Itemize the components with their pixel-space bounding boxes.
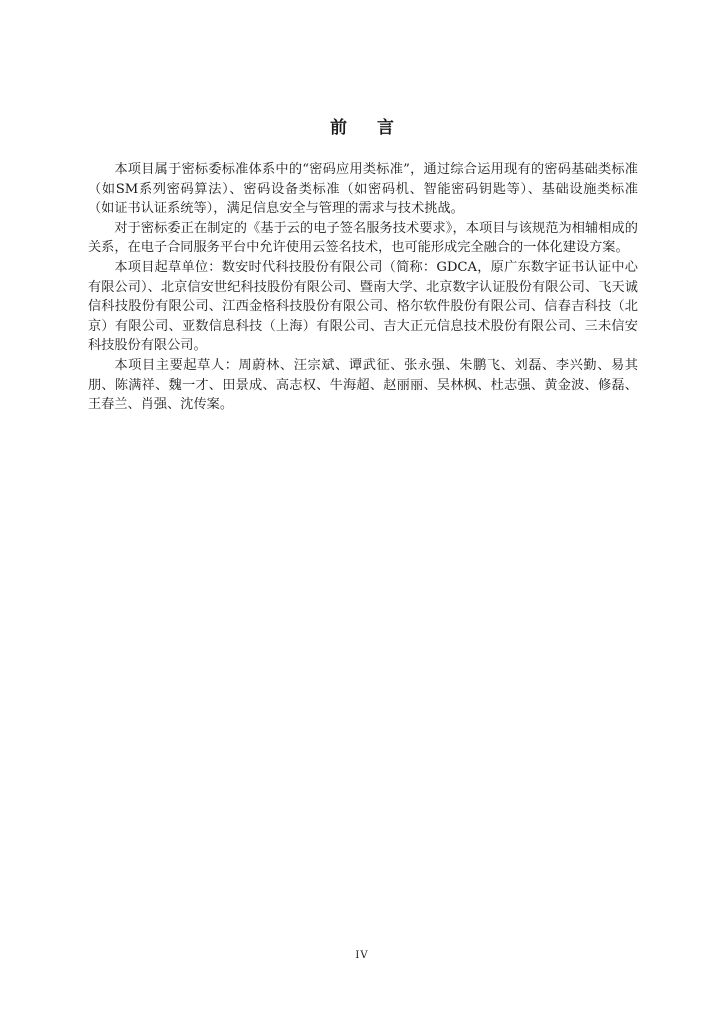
paragraph-drafting-units: 本项目起草单位：数安时代科技股份有限公司（简称：GDCA，原广东数字证书认证中心有限公司）、北京信安世纪科技股份有限公司、暨南大学、北京数字认证股份有限公司、飞天诚信科技股份有限公司、江西金格科技股份有限公司、格尔软件股份有限公司、信春吉科技（北京）有限公司、亚数信息科技（上海）有限公司、吉大正元信息技术股份有限公司、三未信安科技股份有限公司。 (88, 259, 638, 354)
page-number: IV (355, 950, 369, 961)
page-title: 前 言 (330, 118, 406, 138)
paragraph-relation: 对于密标委正在制定的《基于云的电子签名服务技术要求》，本项目与该规范为相辅相成的关系，在电子合同服务平台中允许使用云签名技术，也可能形成完全融合的一体化建设方案。 (88, 220, 638, 256)
paragraph-scope: 本项目属于密标委标准体系中的“密码应用类标准”，通过综合运用现有的密码基础类标准（如SM系列密码算法）、密码设备类标准（如密码机、智能密码钥匙等）、基础设施类标准（如证书认证系统等），满足信息安全与管理的需求与技术挑战。 (88, 162, 638, 217)
paragraph-drafters: 本项目主要起草人：周蔚林、汪宗斌、谭武征、张永强、朱鹏飞、刘磊、李兴勤、易其朋、陈满祥、魏一才、田景成、高志权、牛海超、赵丽丽、吴林枫、杜志强、黄金波、修磊、王春兰、肖强、沈传案。 (88, 357, 638, 413)
body-text (88, 160, 638, 415)
